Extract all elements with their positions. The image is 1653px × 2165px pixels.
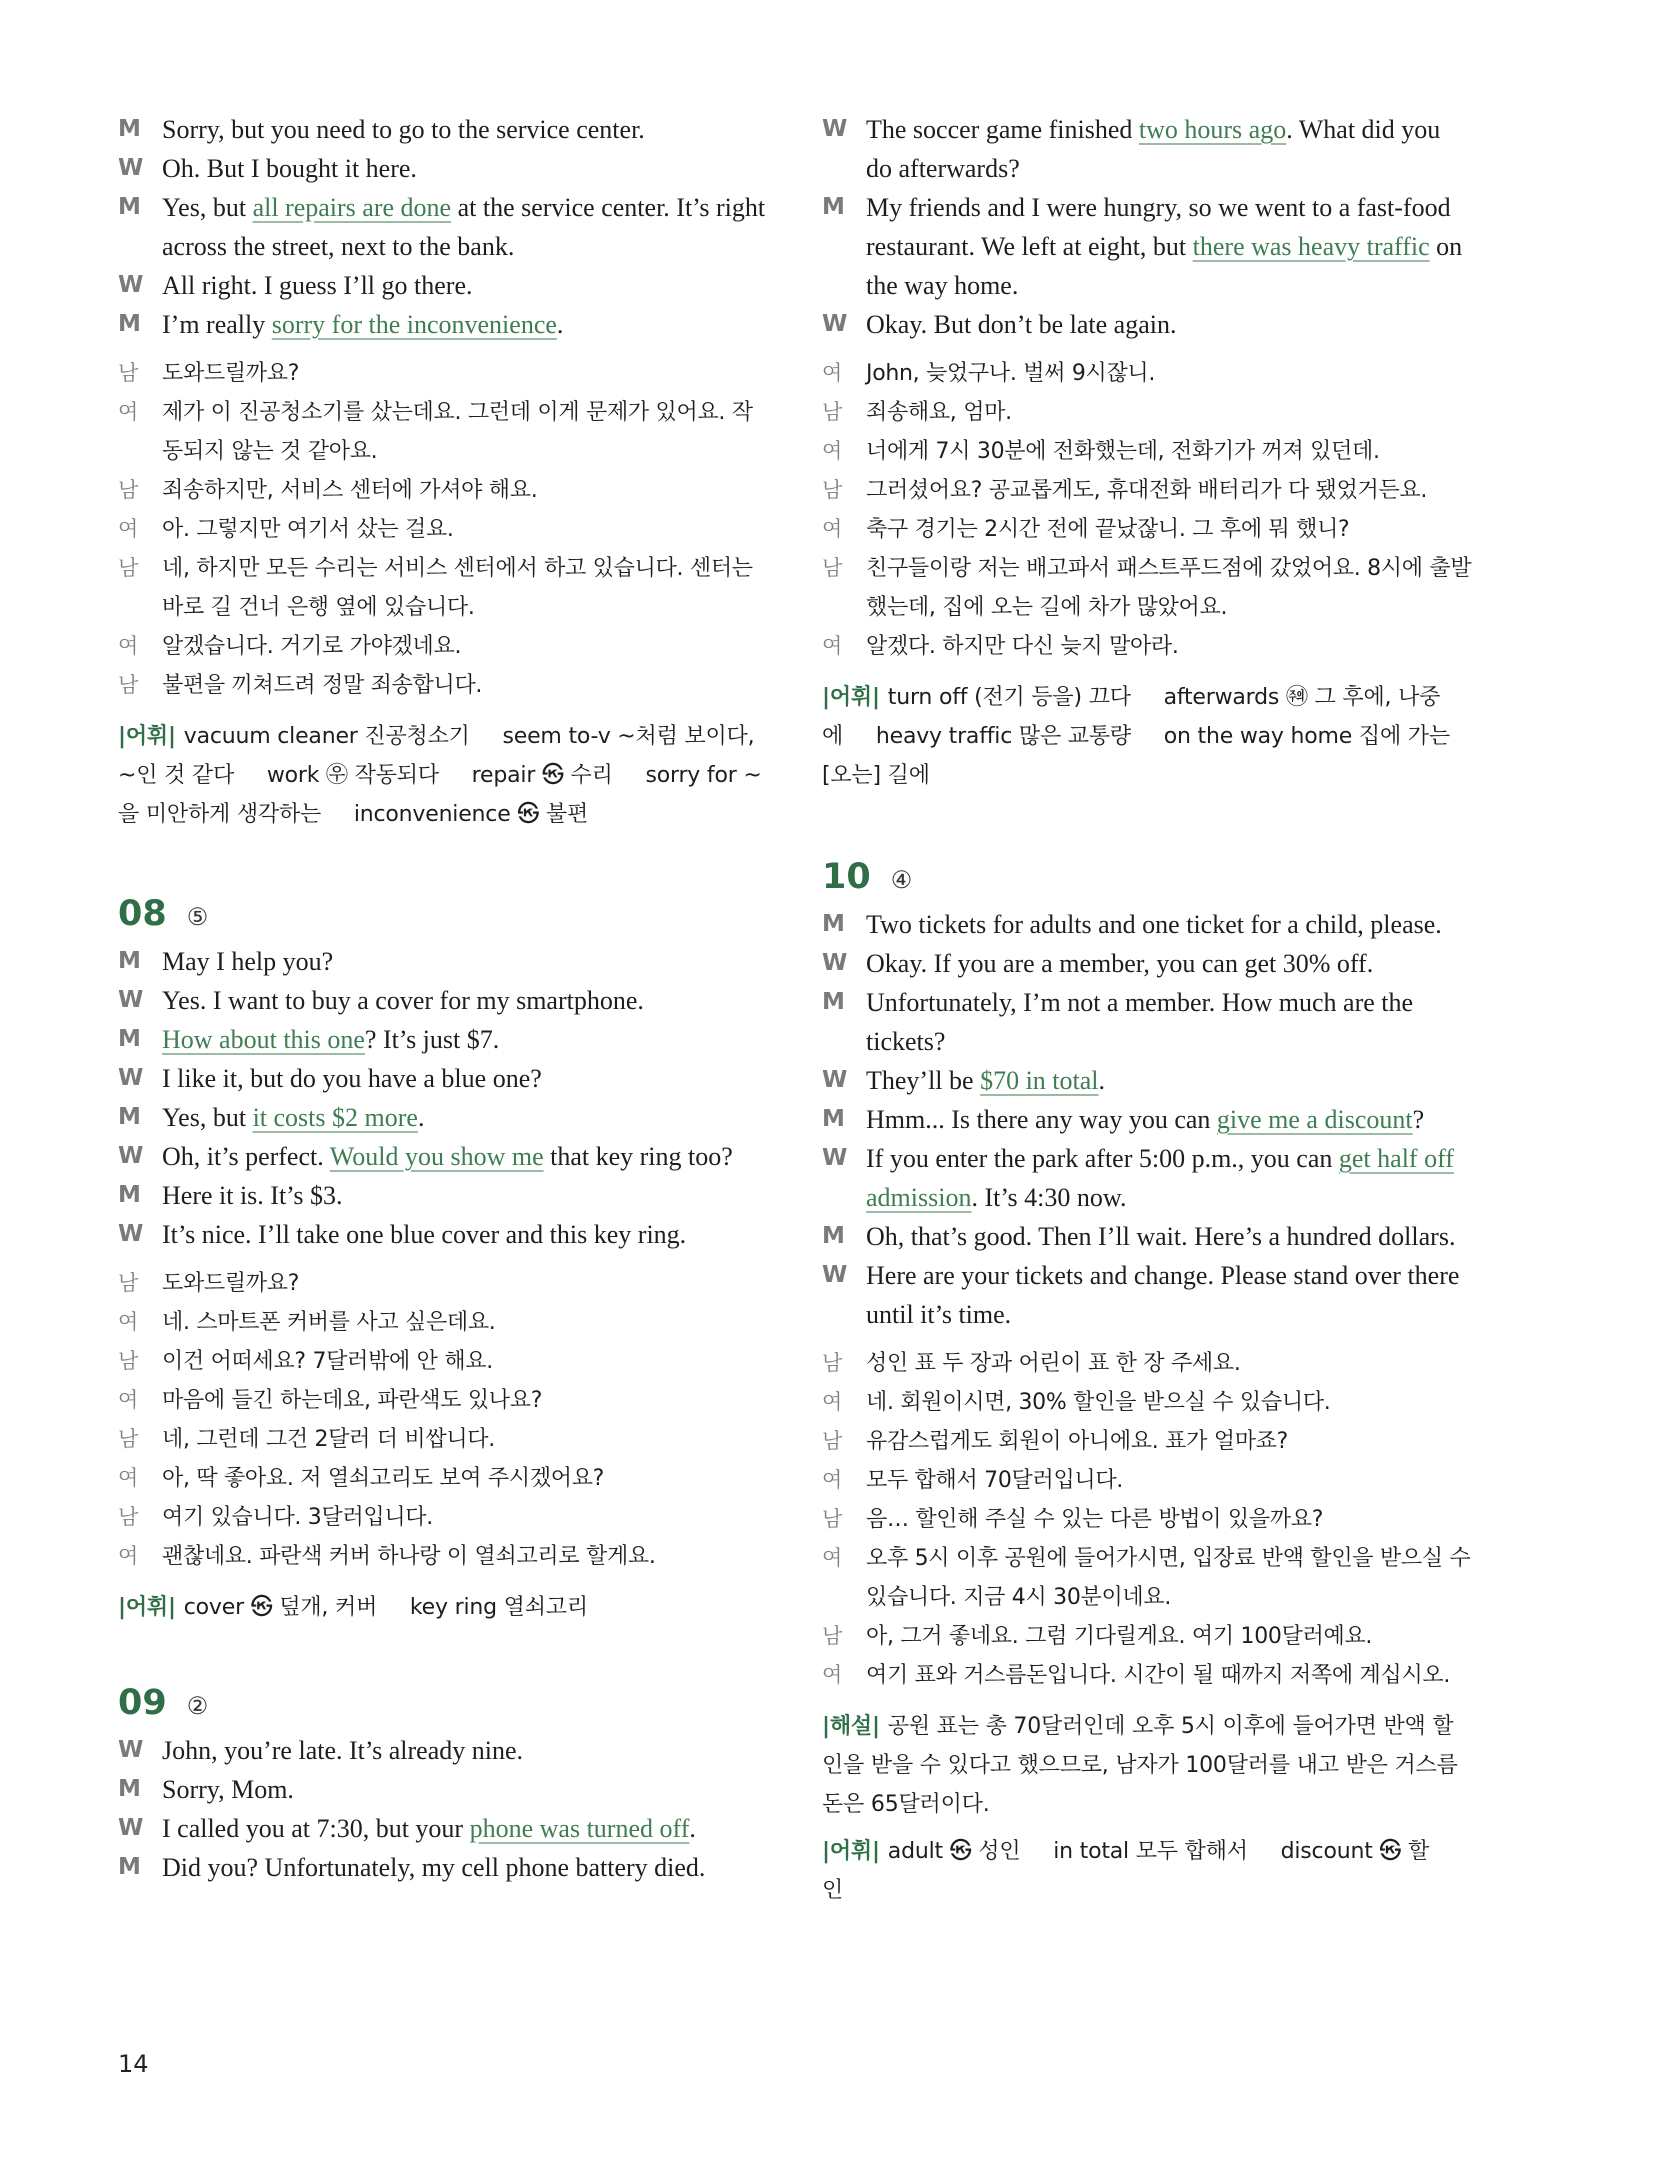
speaker-label: 여 bbox=[822, 517, 842, 541]
translation-text: 제가 이 진공청소기를 샀는데요. 그런데 이게 문제가 있어요. 작동되지 않는 것 같아요. bbox=[162, 400, 753, 464]
translation-text: 알겠다. 하지만 다신 늦지 말아라. bbox=[866, 634, 1179, 659]
text-segment: Unfortunately, I’m not a member. How much are the tickets? bbox=[866, 988, 1414, 1056]
text-segment: Here are your tickets and change. Please stand over there until it’s time. bbox=[866, 1261, 1460, 1329]
vocab-item: on the way home 집에 가는[오는] 길에 bbox=[822, 724, 1450, 788]
translation-line bbox=[118, 1537, 768, 1576]
speaker-label: W bbox=[822, 1067, 848, 1093]
translation-line bbox=[118, 510, 768, 549]
dialogue-line bbox=[118, 1098, 768, 1137]
q10-dialogue-en bbox=[822, 905, 1472, 1334]
translation-line bbox=[822, 1539, 1472, 1617]
text-segment: Okay. If you are a member, you can get 30% off. bbox=[866, 949, 1374, 978]
text-segment: The soccer game finished bbox=[866, 115, 1139, 144]
line-text bbox=[162, 1215, 768, 1254]
answer-mark: ④ bbox=[890, 868, 913, 894]
speaker-label: W bbox=[822, 1145, 848, 1171]
line-text bbox=[162, 942, 768, 981]
key-phrase: there was heavy traffic bbox=[1192, 232, 1430, 261]
right-column bbox=[822, 110, 1472, 1910]
translation-text: 괜찮네요. 파란색 커버 하나랑 이 열쇠고리로 할게요. bbox=[162, 1544, 656, 1569]
line-text bbox=[162, 1809, 768, 1848]
explanation-text: 공원 표는 총 70달러인데 오후 5시 이후에 들어가면 반액 할인을 받을 수 있다고 했으므로, 남자가 100달러를 내고 받은 거스름돈은 65달러이다. bbox=[822, 1714, 1458, 1817]
speaker-label: 남 bbox=[822, 1507, 842, 1531]
dialogue-line bbox=[118, 1215, 768, 1254]
q07-vocab bbox=[118, 717, 768, 834]
q09-dialogue-en-cont bbox=[822, 110, 1472, 344]
text-segment: Yes, but bbox=[162, 1103, 253, 1132]
text-segment: I like it, but do you have a blue one? bbox=[162, 1064, 542, 1093]
text-segment: Yes, but bbox=[162, 193, 253, 222]
translation-text: 유감스럽게도 회원이 아니에요. 표가 얼마죠? bbox=[866, 1429, 1288, 1454]
text-segment: It’s nice. I’ll take one blue cover and this key ring. bbox=[162, 1220, 687, 1249]
speaker-label: W bbox=[118, 987, 144, 1013]
translation-line bbox=[118, 393, 768, 471]
line-text bbox=[162, 1848, 768, 1887]
translation-text: 도와드릴까요? bbox=[162, 1271, 300, 1296]
speaker-label: 여 bbox=[822, 1663, 842, 1687]
dialogue-line bbox=[822, 905, 1472, 944]
question-number: 10 bbox=[822, 857, 871, 897]
vocab-item: turn off (전기 등을) 끄다 bbox=[887, 685, 1131, 710]
text-segment: that key ring too? bbox=[543, 1142, 733, 1171]
text-segment: . What did you do afterwards? bbox=[866, 115, 1441, 183]
text-segment: at the service center. It’s right across the street, next to the bank. bbox=[162, 193, 766, 261]
dialogue-line bbox=[118, 149, 768, 188]
translation-line bbox=[118, 471, 768, 510]
translation-line bbox=[118, 354, 768, 393]
line-text bbox=[162, 305, 768, 344]
text-segment: Two tickets for adults and one ticket for a child, please. bbox=[866, 910, 1442, 939]
text-segment: They’ll be bbox=[866, 1066, 981, 1095]
speaker-label: W bbox=[118, 1065, 144, 1091]
text-segment: All right. I guess I’ll go there. bbox=[162, 271, 473, 300]
dialogue-line bbox=[822, 110, 1472, 188]
translation-text: 알겠습니다. 거기로 가야겠네요. bbox=[162, 634, 462, 659]
key-phrase: give me a discount bbox=[1216, 1105, 1413, 1134]
q09-dialogue-en bbox=[118, 1731, 768, 1887]
dialogue-line bbox=[822, 188, 1472, 305]
speaker-label: M bbox=[118, 116, 141, 142]
q10-header bbox=[822, 857, 1472, 897]
translation-line bbox=[822, 1656, 1472, 1695]
translation-line bbox=[118, 1420, 768, 1459]
line-text bbox=[866, 1100, 1472, 1139]
vocab-tag: |어휘| bbox=[822, 685, 880, 710]
speaker-label: M bbox=[822, 989, 845, 1015]
dialogue-line bbox=[118, 981, 768, 1020]
vocab-tag: |어휘| bbox=[118, 1595, 176, 1620]
key-phrase: all repairs are done bbox=[252, 193, 452, 222]
translation-line bbox=[822, 432, 1472, 471]
translation-text: 여기 표와 거스름돈입니다. 시간이 될 때까지 저쪽에 계십시오. bbox=[866, 1663, 1451, 1688]
dialogue-line bbox=[822, 944, 1472, 983]
vocab-item: in total 모두 합해서 bbox=[1053, 1839, 1248, 1864]
line-text bbox=[162, 149, 768, 188]
text-segment: Yes. I want to buy a cover for my smartphone. bbox=[162, 986, 644, 1015]
translation-line bbox=[822, 393, 1472, 432]
translation-line bbox=[822, 1383, 1472, 1422]
speaker-label: M bbox=[118, 1182, 141, 1208]
text-segment: My friends and I were hungry, so we went to a fast-food restaurant. We left at eight, but bbox=[866, 193, 1451, 261]
line-text bbox=[162, 1098, 768, 1137]
dialogue-line bbox=[822, 1100, 1472, 1139]
translation-line bbox=[118, 1342, 768, 1381]
speaker-label: M bbox=[822, 1223, 845, 1249]
text-segment: Did you? Unfortunately, my cell phone battery died. bbox=[162, 1853, 706, 1882]
speaker-label: W bbox=[822, 1262, 848, 1288]
translation-line bbox=[822, 1461, 1472, 1500]
line-text bbox=[162, 110, 768, 149]
q08-dialogue-ko bbox=[118, 1264, 768, 1576]
dialogue-line bbox=[822, 1256, 1472, 1334]
dialogue-line bbox=[822, 305, 1472, 344]
text-segment: ? It’s just $7. bbox=[364, 1025, 500, 1054]
vocab-item: inconvenience ㉿ 불편 bbox=[353, 802, 589, 827]
speaker-label: 여 bbox=[822, 361, 842, 385]
question-number: 09 bbox=[118, 1683, 167, 1723]
translation-text: John, 늦었구나. 벌써 9시잖니. bbox=[866, 361, 1156, 386]
speaker-label: 남 bbox=[118, 556, 138, 580]
translation-text: 아, 딱 좋아요. 저 열쇠고리도 보여 주시겠어요? bbox=[162, 1466, 605, 1491]
dialogue-line bbox=[118, 1020, 768, 1059]
dialogue-line bbox=[118, 305, 768, 344]
key-phrase: get half off admission bbox=[866, 1144, 1454, 1212]
vocab-item: cover ㉿ 덮개, 커버 bbox=[183, 1595, 378, 1620]
vocab-item: discount ㉿ 할인 bbox=[822, 1839, 1430, 1903]
q10-vocab bbox=[822, 1832, 1472, 1910]
translation-text: 너에게 7시 30분에 전화했는데, 전화기가 꺼져 있던데. bbox=[866, 439, 1380, 464]
speaker-label: 여 bbox=[118, 1466, 138, 1490]
translation-text: 아. 그렇지만 여기서 샀는 걸요. bbox=[162, 517, 454, 542]
line-text bbox=[162, 1020, 768, 1059]
text-segment: Okay. But don’t be late again. bbox=[866, 310, 1177, 339]
dialogue-line bbox=[118, 1137, 768, 1176]
speaker-label: M bbox=[118, 194, 141, 220]
speaker-label: 남 bbox=[822, 1624, 842, 1648]
speaker-label: 여 bbox=[822, 439, 842, 463]
translation-line bbox=[118, 666, 768, 705]
explanation-tag: |해설| bbox=[822, 1714, 880, 1739]
dialogue-line bbox=[822, 1217, 1472, 1256]
speaker-label: 여 bbox=[822, 1468, 842, 1492]
text-segment: I’m really bbox=[162, 310, 272, 339]
speaker-label: 남 bbox=[822, 400, 842, 424]
speaker-label: 여 bbox=[118, 517, 138, 541]
line-text bbox=[866, 905, 1472, 944]
translation-line bbox=[118, 1303, 768, 1342]
key-phrase: How about this one bbox=[162, 1025, 365, 1054]
translation-text: 네, 그런데 그건 2달러 더 비쌉니다. bbox=[162, 1427, 495, 1452]
q10-explanation bbox=[822, 1707, 1472, 1824]
speaker-label: M bbox=[118, 948, 141, 974]
speaker-label: 여 bbox=[118, 400, 138, 424]
translation-text: 성인 표 두 장과 어린이 표 한 장 주세요. bbox=[866, 1351, 1241, 1376]
text-segment: Oh. But I bought it here. bbox=[162, 154, 417, 183]
translation-text: 축구 경기는 2시간 전에 끝났잖니. 그 후에 뭐 했니? bbox=[866, 517, 1350, 542]
speaker-label: W bbox=[118, 1815, 144, 1841]
line-text bbox=[162, 1770, 768, 1809]
text-segment: Here it is. It’s $3. bbox=[162, 1181, 343, 1210]
line-text bbox=[162, 188, 768, 266]
translation-line bbox=[118, 627, 768, 666]
key-phrase: Would you show me bbox=[329, 1142, 544, 1171]
vocab-item: work ㉾ 작동되다 bbox=[266, 763, 439, 788]
translation-line bbox=[822, 1344, 1472, 1383]
line-text bbox=[866, 305, 1472, 344]
speaker-label: 남 bbox=[822, 1351, 842, 1375]
translation-line bbox=[822, 471, 1472, 510]
text-segment: . It’s 4:30 now. bbox=[971, 1183, 1127, 1212]
speaker-label: W bbox=[822, 950, 848, 976]
translation-text: 마음에 들긴 하는데요, 파란색도 있나요? bbox=[162, 1388, 543, 1413]
speaker-label: 남 bbox=[118, 478, 138, 502]
line-text bbox=[866, 944, 1472, 983]
dialogue-line bbox=[118, 188, 768, 266]
translation-line bbox=[118, 1498, 768, 1537]
text-segment: I called you at 7:30, but your bbox=[162, 1814, 470, 1843]
translation-text: 이건 어떠세요? 7달러밖에 안 해요. bbox=[162, 1349, 493, 1374]
vocab-tag: |어휘| bbox=[118, 724, 176, 749]
q09-vocab bbox=[822, 678, 1472, 795]
speaker-label: 여 bbox=[118, 634, 138, 658]
speaker-label: 남 bbox=[822, 1429, 842, 1453]
dialogue-line bbox=[118, 1059, 768, 1098]
q08-dialogue-en bbox=[118, 942, 768, 1254]
speaker-label: M bbox=[822, 911, 845, 937]
speaker-label: 남 bbox=[118, 1349, 138, 1373]
dialogue-line bbox=[118, 1770, 768, 1809]
q09-dialogue-ko bbox=[822, 354, 1472, 666]
line-text bbox=[162, 981, 768, 1020]
line-text bbox=[866, 983, 1472, 1061]
vocab-item: repair ㉿ 수리 bbox=[471, 763, 613, 788]
dialogue-line bbox=[118, 110, 768, 149]
speaker-label: W bbox=[118, 272, 144, 298]
text-segment: . bbox=[417, 1103, 425, 1132]
line-text bbox=[866, 1139, 1472, 1217]
vocab-item: sorry for ~을 미안하게 생각하는 bbox=[118, 763, 762, 827]
line-text bbox=[866, 1217, 1472, 1256]
speaker-label: M bbox=[118, 1104, 141, 1130]
speaker-label: 여 bbox=[822, 1390, 842, 1414]
q09-header bbox=[118, 1683, 768, 1723]
translation-line bbox=[822, 510, 1472, 549]
key-phrase: sorry for the inconvenience bbox=[271, 310, 557, 339]
dialogue-line bbox=[118, 942, 768, 981]
dialogue-line bbox=[118, 1731, 768, 1770]
translation-text: 여기 있습니다. 3달러입니다. bbox=[162, 1505, 433, 1530]
dialogue-line bbox=[118, 1848, 768, 1887]
speaker-label: 남 bbox=[822, 478, 842, 502]
translation-line bbox=[118, 1381, 768, 1420]
q07-dialogue-ko bbox=[118, 354, 768, 705]
speaker-label: W bbox=[118, 1143, 144, 1169]
translation-text: 네. 스마트폰 커버를 사고 싶은데요. bbox=[162, 1310, 496, 1335]
speaker-label: 남 bbox=[118, 361, 138, 385]
line-text bbox=[866, 1061, 1472, 1100]
dialogue-line bbox=[822, 1139, 1472, 1217]
speaker-label: 남 bbox=[118, 1427, 138, 1451]
text-segment: John, you’re late. It’s already nine. bbox=[162, 1736, 523, 1765]
key-phrase: it costs $2 more bbox=[252, 1103, 418, 1132]
vocab-item: heavy traffic 많은 교통량 bbox=[875, 724, 1131, 749]
translation-line bbox=[822, 627, 1472, 666]
line-text bbox=[162, 266, 768, 305]
key-phrase: phone was turned off bbox=[469, 1814, 690, 1843]
dialogue-line bbox=[118, 1176, 768, 1215]
translation-text: 불편을 끼쳐드려 정말 죄송합니다. bbox=[162, 673, 483, 698]
translation-text: 음… 할인해 주실 수 있는 다른 방법이 있을까요? bbox=[866, 1507, 1324, 1532]
vocab-item: key ring 열쇠고리 bbox=[409, 1595, 588, 1620]
text-segment: . bbox=[689, 1814, 696, 1843]
speaker-label: M bbox=[822, 1106, 845, 1132]
speaker-label: W bbox=[118, 1221, 144, 1247]
text-segment: Sorry, but you need to go to the service center. bbox=[162, 115, 645, 144]
line-text bbox=[162, 1176, 768, 1215]
translation-text: 네. 회원이시면, 30% 할인을 받으실 수 있습니다. bbox=[866, 1390, 1331, 1415]
dialogue-line bbox=[118, 266, 768, 305]
text-segment: . bbox=[1098, 1066, 1106, 1095]
speaker-label: 남 bbox=[822, 556, 842, 580]
vocab-item: vacuum cleaner 진공청소기 bbox=[183, 724, 470, 749]
line-text bbox=[162, 1059, 768, 1098]
translation-text: 모두 합해서 70달러입니다. bbox=[866, 1468, 1123, 1493]
speaker-label: W bbox=[822, 116, 848, 142]
vocab-item: seem to-v ~처럼 보이다, ~인 것 같다 bbox=[118, 724, 755, 788]
speaker-label: W bbox=[118, 155, 144, 181]
text-segment: If you enter the park after 5:00 p.m., you can bbox=[866, 1144, 1339, 1173]
speaker-label: 여 bbox=[822, 1546, 842, 1570]
speaker-label: M bbox=[118, 311, 141, 337]
speaker-label: M bbox=[118, 1854, 141, 1880]
dialogue-line bbox=[822, 983, 1472, 1061]
speaker-label: W bbox=[822, 311, 848, 337]
line-text bbox=[866, 188, 1472, 305]
translation-line bbox=[822, 549, 1472, 627]
speaker-label: 남 bbox=[118, 1505, 138, 1529]
translation-text: 도와드릴까요? bbox=[162, 361, 300, 386]
answer-mark: ⑤ bbox=[186, 905, 209, 931]
speaker-label: W bbox=[118, 1737, 144, 1763]
text-segment: Oh, that’s good. Then I’ll wait. Here’s a hundred dollars. bbox=[866, 1222, 1456, 1251]
translation-text: 네, 하지만 모든 수리는 서비스 센터에서 하고 있습니다. 센터는 바로 길 건너 은행 옆에 있습니다. bbox=[162, 556, 753, 620]
translation-text: 죄송하지만, 서비스 센터에 가셔야 해요. bbox=[162, 478, 538, 503]
q08-vocab bbox=[118, 1588, 768, 1627]
page-number: 14 bbox=[118, 2050, 149, 2078]
translation-line bbox=[118, 1264, 768, 1303]
translation-text: 오후 5시 이후 공원에 들어가시면, 입장료 반액 할인을 받으실 수 있습니다. 지금 4시 30분이네요. bbox=[866, 1546, 1471, 1610]
text-segment: . bbox=[556, 310, 564, 339]
speaker-label: M bbox=[822, 194, 845, 220]
line-text bbox=[162, 1731, 768, 1770]
q07-dialogue-en bbox=[118, 110, 768, 344]
translation-line bbox=[822, 1422, 1472, 1461]
line-text bbox=[866, 110, 1472, 188]
speaker-label: 여 bbox=[118, 1310, 138, 1334]
speaker-label: M bbox=[118, 1776, 141, 1802]
translation-line bbox=[822, 1500, 1472, 1539]
translation-line bbox=[118, 549, 768, 627]
key-phrase: two hours ago bbox=[1138, 115, 1287, 144]
speaker-label: 여 bbox=[118, 1544, 138, 1568]
text-segment: ? bbox=[1412, 1105, 1425, 1134]
translation-text: 아, 그거 좋네요. 그럼 기다릴게요. 여기 100달러예요. bbox=[866, 1624, 1373, 1649]
line-text bbox=[162, 1137, 768, 1176]
text-segment: Hmm... Is there any way you can bbox=[866, 1105, 1217, 1134]
dialogue-line bbox=[822, 1061, 1472, 1100]
text-segment: May I help you? bbox=[162, 947, 334, 976]
translation-text: 친구들이랑 저는 배고파서 패스트푸드점에 갔었어요. 8시에 출발했는데, 집에 오는 길에 차가 많았어요. bbox=[866, 556, 1472, 620]
translation-line bbox=[822, 1617, 1472, 1656]
q10-dialogue-ko bbox=[822, 1344, 1472, 1695]
speaker-label: M bbox=[118, 1026, 141, 1052]
speaker-label: 여 bbox=[118, 1388, 138, 1412]
text-segment: Oh, it’s perfect. bbox=[162, 1142, 330, 1171]
left-column bbox=[118, 110, 768, 1887]
vocab-tag: |어휘| bbox=[822, 1839, 880, 1864]
dialogue-line bbox=[118, 1809, 768, 1848]
speaker-label: 남 bbox=[118, 1271, 138, 1295]
translation-text: 그러셨어요? 공교롭게도, 휴대전화 배터리가 다 됐었거든요. bbox=[866, 478, 1428, 503]
line-text bbox=[866, 1256, 1472, 1334]
answer-mark: ② bbox=[186, 1694, 209, 1720]
speaker-label: 여 bbox=[822, 634, 842, 658]
text-segment: Sorry, Mom. bbox=[162, 1775, 294, 1804]
translation-text: 죄송해요, 엄마. bbox=[866, 400, 1012, 425]
vocab-item: adult ㉿ 성인 bbox=[887, 1839, 1021, 1864]
question-number: 08 bbox=[118, 894, 167, 934]
text-segment: on the way home. bbox=[866, 232, 1463, 300]
translation-line bbox=[118, 1459, 768, 1498]
translation-line bbox=[822, 354, 1472, 393]
speaker-label: 남 bbox=[118, 673, 138, 697]
q08-header bbox=[118, 894, 768, 934]
key-phrase: $70 in total bbox=[980, 1066, 1099, 1095]
vocab-item: afterwards ㉽ 그 후에, 나중에 bbox=[822, 685, 1441, 749]
